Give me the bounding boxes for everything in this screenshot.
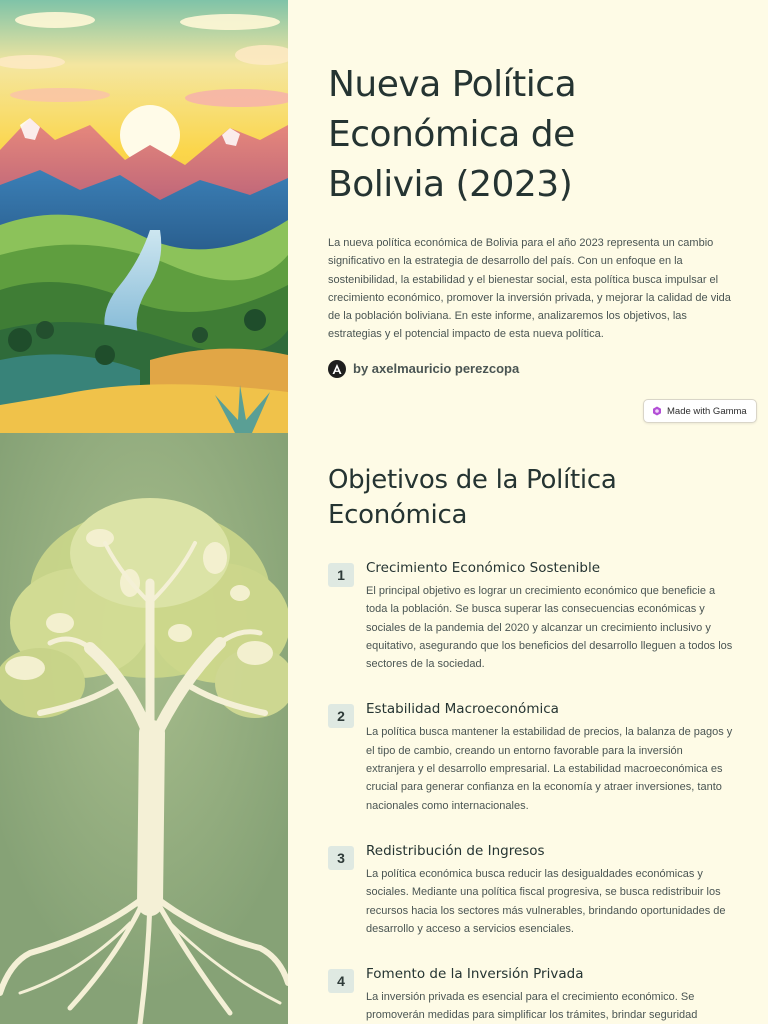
objective-item [328, 964, 734, 1024]
gamma-logo-icon [652, 406, 662, 416]
page-title-line-1: Nueva Política [328, 64, 577, 105]
objective-description: La inversión privada es esencial para el crecimiento económico. Se promoverán medidas para simplificar los trámites, brindar seguridad [366, 991, 698, 1022]
author-name: by axelmauricio perezcopa [353, 361, 520, 377]
objective-description: La política económica busca reducir las desigualdades económicas y sociales. Mediante una política fiscal progresiva, se busca redistribuir los recursos hacia los sectores más vulnerables, brindando oportunidades de desarrollo y acceso a servicios esenciales. [366, 867, 726, 935]
objective-title: Crecimiento Económico Sostenible [366, 560, 601, 576]
landscape-image [0, 0, 288, 433]
objective-item [328, 699, 734, 814]
author-avatar-icon [331, 363, 343, 375]
objective-description: El principal objetivo es lograr un crecimiento económico que beneficie a toda la población. Se busca superar las consecuencias económicas y sociales de la pandemia del 2020 y alcanzar un crecimiento inclusivo y equitativo, asegurando que los beneficios del desarrollo lleguen a todos los sectores de la sociedad. [366, 585, 733, 671]
tree-image [0, 433, 288, 1024]
title-content [328, 60, 734, 378]
objective-number: 2 [328, 704, 354, 728]
section-title-line-1: Objetivos de la Política [328, 465, 617, 495]
objective-description: La política busca mantener la estabilidad de precios, la balanza de pagos y el tipo de cambio, creando un entorno favorable para la inversión extranjera y el desarrollo empresarial. La estabilidad macroeconómica es crucial para generar confianza en la economía y atraer inversiones, tanto nacionales como internacionales. [366, 726, 733, 812]
objective-number: 4 [328, 969, 354, 993]
objectives-list [328, 558, 734, 1024]
objectives-slide [0, 433, 768, 1024]
title-slide [0, 0, 768, 433]
objectives-content [328, 463, 734, 1024]
objective-number: 3 [328, 846, 354, 870]
objective-number: 1 [328, 563, 354, 587]
page-title [328, 60, 734, 210]
section-title [328, 463, 734, 533]
section-title-line-2: Económica [328, 500, 468, 530]
author-line [328, 360, 734, 378]
intro-paragraph: La nueva política económica de Bolivia para el año 2023 representa un cambio significativo en la estrategia de desarrollo del país. Con un enfoque en la sostenibilidad, la estabilidad y el bienestar social, esta política busca impulsar el crecimiento económico, promover la inversión privada, y mejorar la calidad de vida de la población boliviana. En este informe, analizaremos los objetivos, las estrategias y el potencial impacto de esta nueva política. [328, 237, 731, 341]
objective-item [328, 558, 734, 673]
objective-title: Fomento de la Inversión Privada [366, 966, 584, 983]
objective-title: Redistribución de Ingresos [366, 842, 545, 859]
author-avatar [328, 360, 346, 378]
tree-illustration [0, 433, 288, 1024]
objective-title: Estabilidad Macroeconómica [366, 701, 559, 718]
objective-item [328, 841, 734, 938]
made-with-gamma-label: Made with Gamma [667, 405, 747, 417]
page-title-line-2: Económica de [328, 114, 575, 155]
page-title-line-3: Bolivia (2023) [328, 164, 573, 205]
landscape-illustration [0, 0, 288, 433]
made-with-gamma-badge[interactable] [643, 399, 757, 423]
